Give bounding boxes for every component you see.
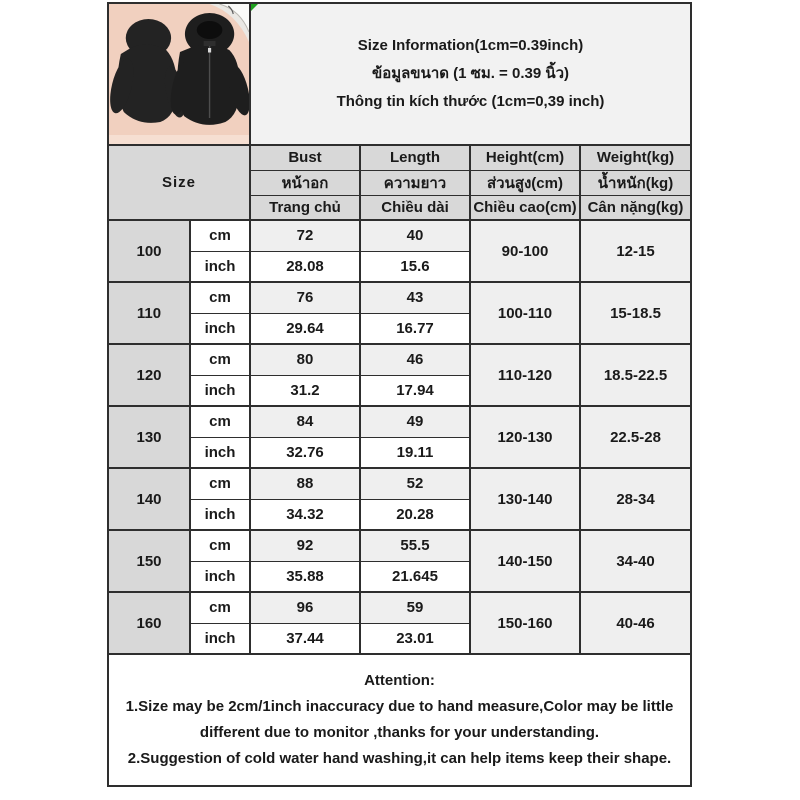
cell-corner-marker: [251, 4, 258, 11]
length-cm-value: 46: [360, 344, 470, 375]
unit-cm-label: cm: [190, 406, 250, 437]
bust-inch-value: 31.2: [250, 375, 360, 406]
length-cm-value: 52: [360, 468, 470, 499]
height-header-vi: Chiều cao(cm): [470, 195, 580, 220]
weight-header-en: Weight(kg): [580, 145, 691, 170]
weight-range: 12-15: [580, 220, 691, 282]
height-header-th: ส่วนสูง(cm): [470, 170, 580, 195]
weight-range: 15-18.5: [580, 282, 691, 344]
size-value: 110: [108, 282, 190, 344]
weight-range: 40-46: [580, 592, 691, 654]
unit-inch-label: inch: [190, 437, 250, 468]
height-range: 90-100: [470, 220, 580, 282]
size-value: 120: [108, 344, 190, 406]
unit-inch-label: inch: [190, 375, 250, 406]
bust-cm-value: 96: [250, 592, 360, 623]
bust-header-th: หน้าอก: [250, 170, 360, 195]
length-cm-value: 59: [360, 592, 470, 623]
length-inch-value: 15.6: [360, 251, 470, 282]
bust-inch-value: 34.32: [250, 499, 360, 530]
attention-note-1: 1.Size may be 2cm/1inch inaccuracy due to hand measure,Color may be little different due to monitor ,thanks for your understanding.: [125, 698, 674, 741]
length-cm-value: 43: [360, 282, 470, 313]
unit-inch-label: inch: [190, 499, 250, 530]
size-table: [107, 2, 692, 787]
table-row: [108, 468, 691, 499]
title-vietnamese: Thông tin kích thước (1cm=0,39 inch): [336, 93, 605, 110]
header-row-english: [108, 145, 691, 170]
height-range: 120-130: [470, 406, 580, 468]
length-inch-value: 20.28: [360, 499, 470, 530]
table-row: [108, 406, 691, 437]
length-cm-value: 49: [360, 406, 470, 437]
height-range: 150-160: [470, 592, 580, 654]
bust-cm-value: 72: [250, 220, 360, 251]
unit-inch-label: inch: [190, 623, 250, 654]
unit-cm-label: cm: [190, 592, 250, 623]
size-value: 100: [108, 220, 190, 282]
attention-row: [108, 654, 691, 786]
size-value: 140: [108, 468, 190, 530]
attention-note-2: 2.Suggestion of cold water hand washing,it can help items keep their shape.: [127, 750, 672, 767]
weight-range: 34-40: [580, 530, 691, 592]
product-photo: [109, 4, 249, 144]
attention-note: [108, 654, 691, 786]
unit-inch-label: inch: [190, 251, 250, 282]
length-header-vi: Chiều dài: [360, 195, 470, 220]
header-banner-row: [108, 3, 691, 145]
unit-inch-label: inch: [190, 561, 250, 592]
length-inch-value: 19.11: [360, 437, 470, 468]
length-header-th: ความยาว: [360, 170, 470, 195]
unit-cm-label: cm: [190, 282, 250, 313]
bust-inch-value: 29.64: [250, 313, 360, 344]
bust-cm-value: 76: [250, 282, 360, 313]
table-row: [108, 220, 691, 251]
length-cm-value: 55.5: [360, 530, 470, 561]
bust-cm-value: 80: [250, 344, 360, 375]
weight-range: 28-34: [580, 468, 691, 530]
unit-cm-label: cm: [190, 344, 250, 375]
size-value: 160: [108, 592, 190, 654]
unit-cm-label: cm: [190, 468, 250, 499]
height-range: 110-120: [470, 344, 580, 406]
weight-range: 18.5-22.5: [580, 344, 691, 406]
zipper-pull: [208, 48, 211, 53]
unit-inch-label: inch: [190, 313, 250, 344]
weight-header-th: น้ำหนัก(kg): [580, 170, 691, 195]
bust-inch-value: 32.76: [250, 437, 360, 468]
bust-header-en: Bust: [250, 145, 360, 170]
title-cell: [250, 3, 691, 145]
size-value: 130: [108, 406, 190, 468]
length-inch-value: 16.77: [360, 313, 470, 344]
length-inch-value: 17.94: [360, 375, 470, 406]
bust-cm-value: 88: [250, 468, 360, 499]
table-row: [108, 344, 691, 375]
height-range: 140-150: [470, 530, 580, 592]
length-inch-value: 23.01: [360, 623, 470, 654]
unit-cm-label: cm: [190, 530, 250, 561]
length-header-en: Length: [360, 145, 470, 170]
bust-header-vi: Trang chủ: [250, 195, 360, 220]
attention-heading: Attention:: [364, 672, 435, 689]
title-english: Size Information(1cm=0.39inch): [357, 37, 584, 54]
height-header-en: Height(cm): [470, 145, 580, 170]
bust-cm-value: 92: [250, 530, 360, 561]
size-column-header: Size: [108, 145, 250, 220]
height-range: 100-110: [470, 282, 580, 344]
length-inch-value: 21.645: [360, 561, 470, 592]
length-cm-value: 40: [360, 220, 470, 251]
bust-inch-value: 35.88: [250, 561, 360, 592]
bust-inch-value: 37.44: [250, 623, 360, 654]
product-photo-cell: [108, 3, 250, 145]
height-range: 130-140: [470, 468, 580, 530]
unit-cm-label: cm: [190, 220, 250, 251]
title-thai: ข้อมูลขนาด (1 ซม. = 0.39 นิ้ว): [371, 65, 570, 82]
weight-header-vi: Cân nặng(kg): [580, 195, 691, 220]
size-value: 150: [108, 530, 190, 592]
table-row: [108, 530, 691, 561]
weight-range: 22.5-28: [580, 406, 691, 468]
bust-cm-value: 84: [250, 406, 360, 437]
table-row: [108, 282, 691, 313]
bust-inch-value: 28.08: [250, 251, 360, 282]
table-row: [108, 592, 691, 623]
